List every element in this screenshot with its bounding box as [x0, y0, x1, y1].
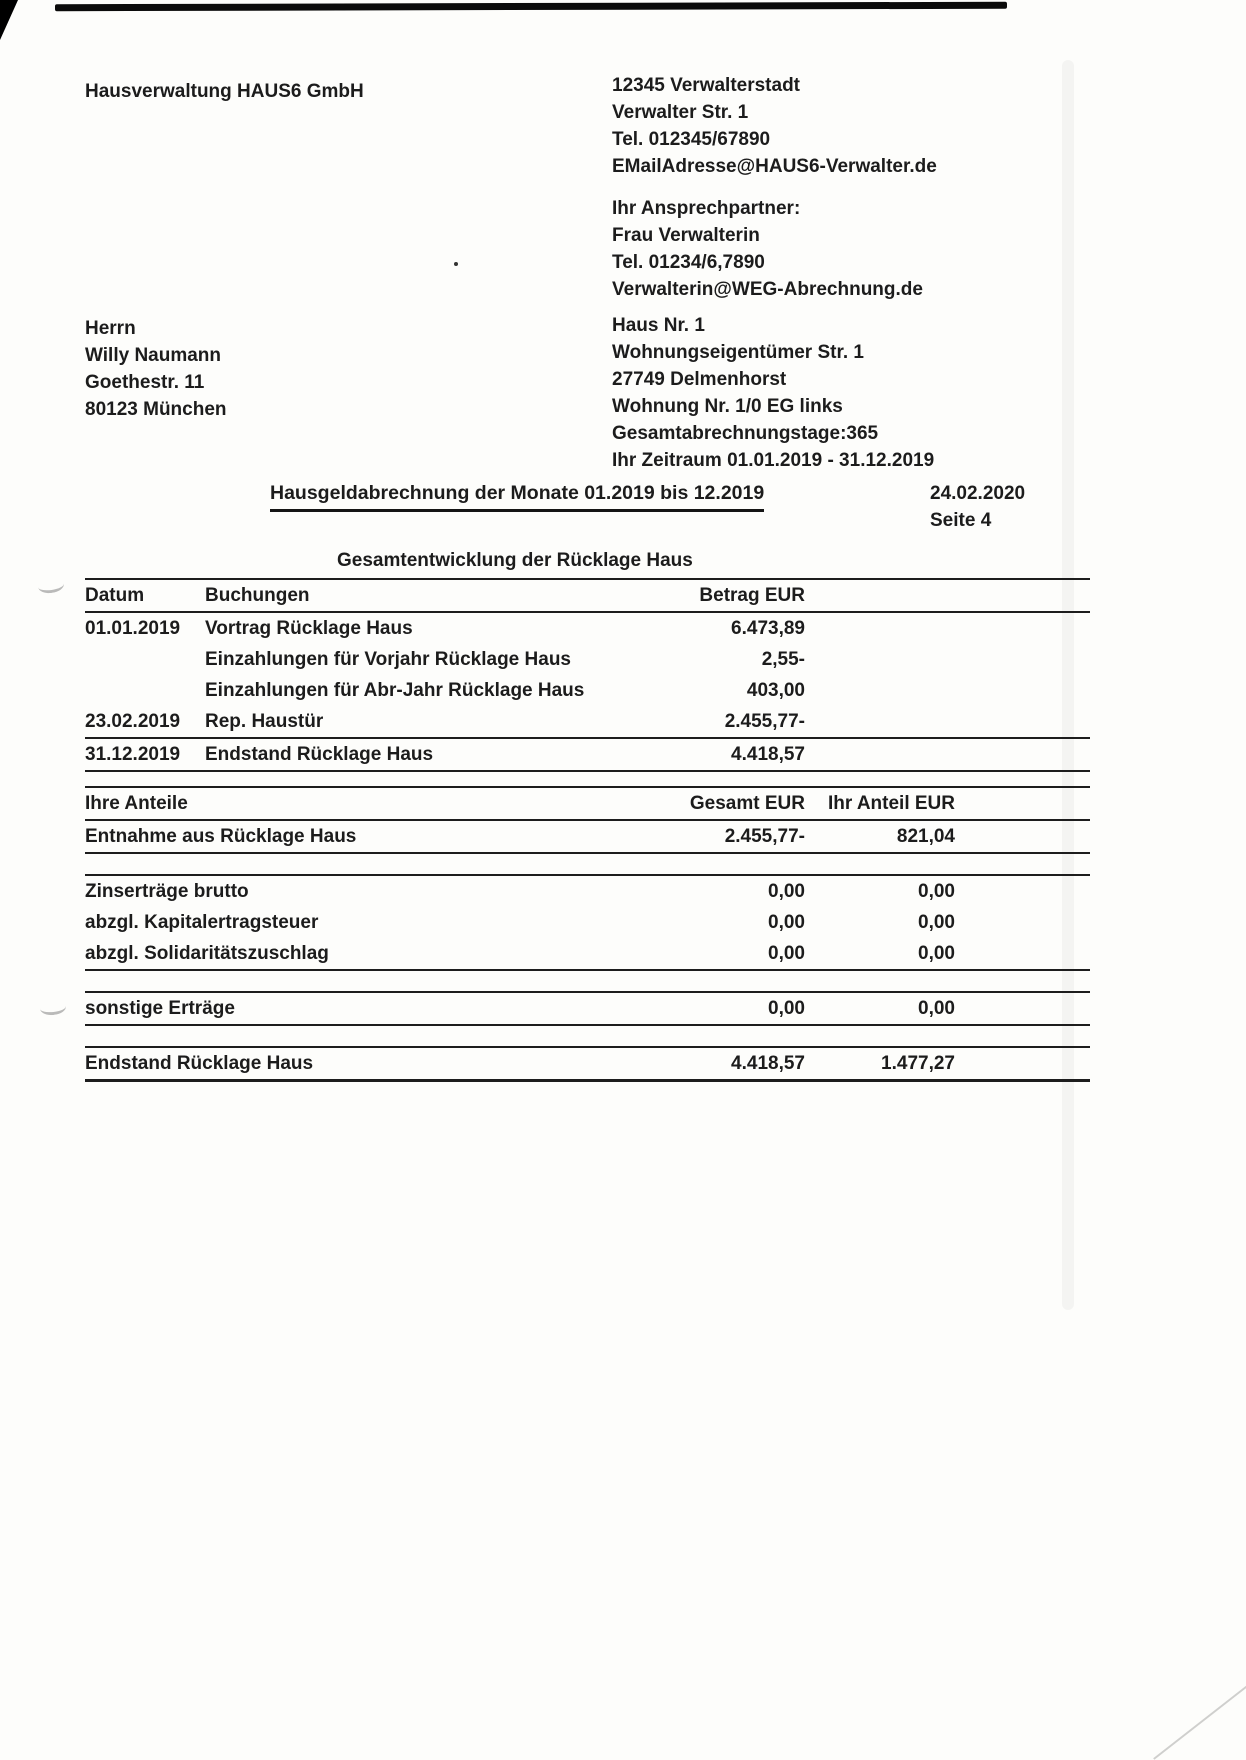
ertraege-row [85, 938, 1090, 969]
cell-gesamt: 0,00 [768, 998, 805, 1019]
cell-betrag: 6.473,89 [731, 618, 805, 639]
spacer [805, 742, 1090, 768]
cell-buchungen: Endstand Rücklage Haus [205, 744, 434, 765]
spacer [805, 647, 1090, 673]
cell-datum: 23.02.2019 [85, 711, 181, 732]
recipient-salutation: Herrn [85, 318, 136, 339]
scan-artifact-page-curl [1153, 1678, 1246, 1760]
sender-company: Hausverwaltung HAUS6 GmbH [85, 81, 364, 102]
ertraege-row [85, 907, 1090, 938]
cell-gesamt: 2.455,77- [724, 826, 805, 847]
spacer [955, 941, 1090, 967]
section-title: Gesamtentwicklung der Rücklage Haus [337, 550, 693, 571]
column-header-ihre-anteile: Ihre Anteile [85, 793, 188, 814]
date-block [930, 480, 1025, 534]
recipient-block [85, 315, 227, 423]
spacer [85, 854, 1090, 874]
property-unit: Wohnung Nr. 1/0 EG links [612, 396, 843, 417]
cell-betrag: 2.455,77- [724, 711, 805, 732]
property-period: Ihr Zeitraum 01.01.2019 - 31.12.2019 [612, 450, 935, 471]
property-billing-days: Gesamtabrechnungstage:365 [612, 423, 879, 444]
cell-betrag: 4.418,57 [731, 744, 805, 765]
table-row [85, 706, 1090, 737]
cell-buchungen: Rep. Haustür [205, 711, 324, 732]
table-row [85, 675, 1090, 706]
contact-phone: Tel. 01234/6,7890 [612, 252, 765, 273]
sender-address-line: 12345 Verwalterstadt [612, 75, 801, 96]
spacer [955, 824, 1090, 850]
table-total-row [85, 739, 1090, 770]
property-house: Haus Nr. 1 [612, 315, 705, 336]
sender-email: EMailAdresse@HAUS6-Verwalter.de [612, 156, 937, 177]
cell-label: abzgl. Kapitalertragsteuer [85, 912, 319, 933]
spacer [805, 616, 1090, 642]
cell-anteil: 0,00 [918, 998, 955, 1019]
cell-anteil: 0,00 [918, 943, 955, 964]
page-number: Seite 4 [930, 510, 992, 531]
spacer [955, 791, 1090, 817]
document-title: Hausgeldabrechnung der Monate 01.2019 bis 12.2019 [270, 482, 764, 512]
contact-name: Frau Verwalterin [612, 225, 760, 246]
spacer [805, 583, 1090, 609]
scan-artifact-pencil-mark [37, 576, 65, 594]
spacer [955, 1051, 1090, 1077]
cell-anteil: 821,04 [896, 826, 955, 847]
spacer [955, 910, 1090, 936]
cell-anteil: 0,00 [918, 912, 955, 933]
property-city: 27749 Delmenhorst [612, 369, 787, 390]
cell-anteil: 0,00 [918, 881, 955, 902]
cell-label: sonstige Erträge [85, 998, 235, 1019]
document-date: 24.02.2020 [930, 483, 1026, 504]
column-header-datum: Datum [85, 585, 145, 606]
cell-buchungen: Einzahlungen für Abr-Jahr Rücklage Haus [205, 680, 585, 701]
spacer [805, 678, 1090, 704]
column-header-buchungen: Buchungen [205, 585, 310, 606]
cell-betrag: 2,55- [761, 649, 805, 670]
recipient-city: 80123 München [85, 399, 227, 420]
contact-heading: Ihr Ansprechpartner: [612, 198, 801, 219]
cell-datum [85, 678, 205, 704]
property-street: Wohnungseigentümer Str. 1 [612, 342, 864, 363]
table-header-row [85, 580, 1090, 611]
ertraege-row [85, 876, 1090, 907]
cell-buchungen: Vortrag Rücklage Haus [205, 618, 413, 639]
table-row [85, 644, 1090, 675]
contact-block [612, 195, 923, 303]
spacer [955, 879, 1090, 905]
cell-datum [85, 647, 205, 673]
scan-artifact-pencil-mark [39, 999, 66, 1017]
cell-gesamt: 0,00 [768, 881, 805, 902]
cell-gesamt: 4.418,57 [731, 1053, 805, 1074]
column-header-betrag: Betrag EUR [699, 585, 805, 606]
cell-betrag: 403,00 [746, 680, 805, 701]
cell-label: Entnahme aus Rücklage Haus [85, 826, 357, 847]
sonstige-row [85, 993, 1090, 1024]
spacer [805, 709, 1090, 735]
entnahme-row [85, 821, 1090, 852]
cell-datum: 31.12.2019 [85, 744, 181, 765]
cell-label: abzgl. Solidaritätszuschlag [85, 943, 329, 964]
cell-datum: 01.01.2019 [85, 618, 181, 639]
cell-gesamt: 0,00 [768, 912, 805, 933]
cell-label: Zinserträge brutto [85, 881, 249, 902]
table-row [85, 613, 1090, 644]
sender-address-block [612, 72, 937, 180]
cell-anteil: 1.477,27 [881, 1053, 955, 1074]
recipient-name: Willy Naumann [85, 345, 222, 366]
sender-address-line: Tel. 012345/67890 [612, 129, 771, 150]
spacer [955, 996, 1090, 1022]
anteile-header-row [85, 788, 1090, 819]
endstand-row [85, 1048, 1090, 1079]
property-block [612, 312, 934, 474]
scan-artifact-dot [454, 262, 458, 266]
contact-email: Verwalterin@WEG-Abrechnung.de [612, 279, 923, 300]
spacer [85, 772, 1090, 786]
column-header-ihr-anteil-eur: Ihr Anteil EUR [827, 793, 955, 814]
cell-buchungen: Einzahlungen für Vorjahr Rücklage Haus [205, 649, 571, 670]
spacer [85, 1026, 1090, 1046]
statement-area [85, 548, 1090, 1082]
cell-gesamt: 0,00 [768, 943, 805, 964]
scan-artifact-top-bar [55, 2, 1007, 11]
column-header-gesamt-eur: Gesamt EUR [689, 793, 805, 814]
spacer [85, 971, 1090, 991]
recipient-street: Goethestr. 11 [85, 372, 205, 393]
scan-artifact-corner-mark [0, 0, 18, 40]
divider [85, 1079, 1090, 1082]
sender-address-line: Verwalter Str. 1 [612, 102, 749, 123]
cell-label: Endstand Rücklage Haus [85, 1053, 314, 1074]
